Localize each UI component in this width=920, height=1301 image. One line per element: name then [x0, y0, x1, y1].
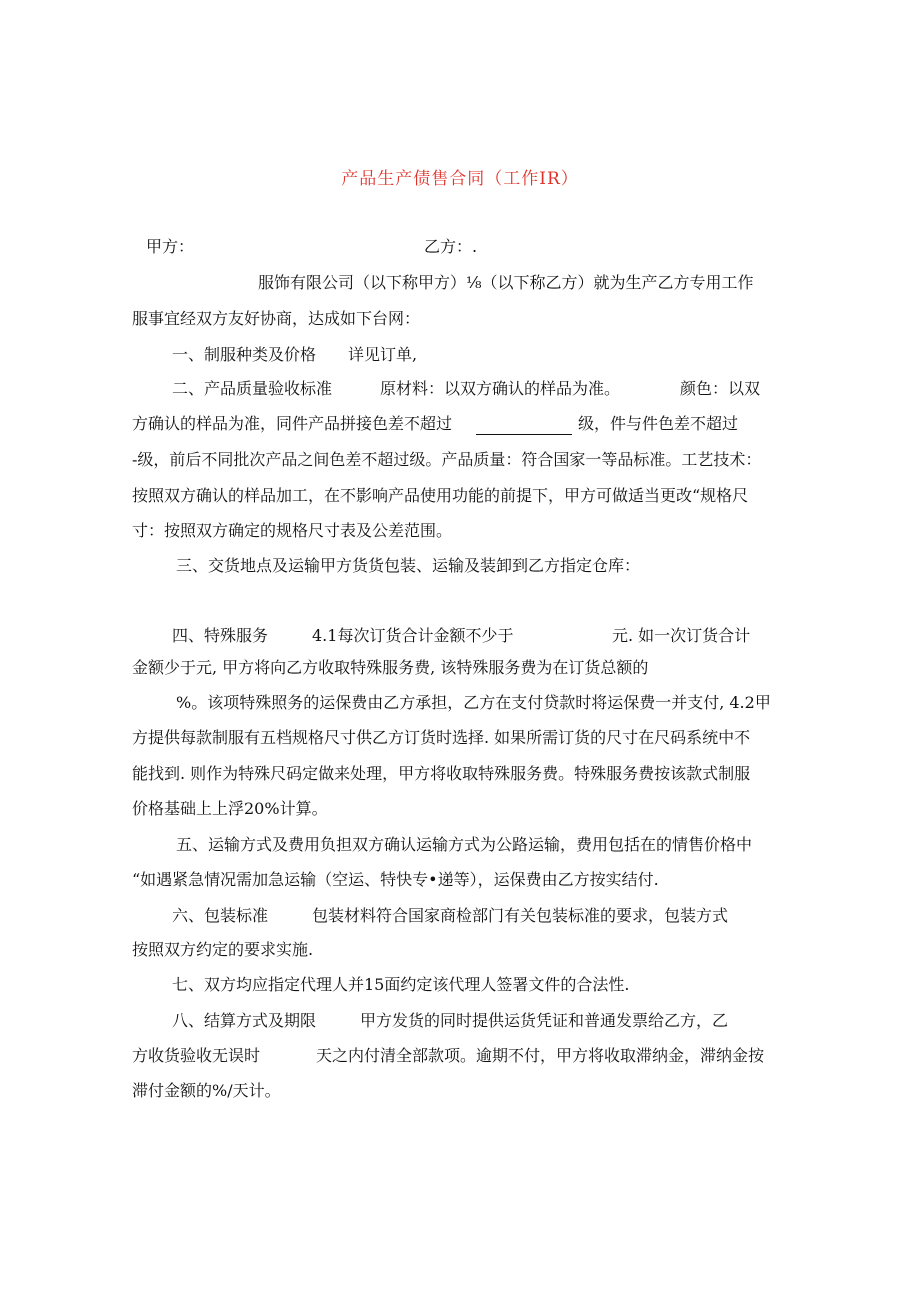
clause-2-line-5: 寸：按照双方确定的规格尺寸表及公差范围。 [132, 521, 453, 540]
blank-field [476, 420, 572, 435]
intro-line-1: 服饰有限公司（以下称甲方）⅛（以下称乙方）就为生产乙方专用工作 [258, 273, 754, 292]
clause-2-material: 原材料：以双方确认的样品为准。 [380, 379, 621, 398]
clause-3: 三、交货地点及运输甲方货货包装、运输及装卸到乙方指定仓库： [176, 556, 641, 575]
intro-line-2: 服事宜经双方友好协商，达成如下台网： [132, 309, 421, 328]
clause-8-line-2a: 方收货验收无误时 [132, 1046, 261, 1065]
clause-2-heading: 二、产品质量验收标准 [172, 379, 333, 398]
clause-2-color: 颜色：以双 [680, 379, 761, 398]
clause-4-heading: 四、特殊服务 [172, 626, 269, 645]
clause-4-line-3: %。该项特殊照务的运保费由乙方承担，乙方在支付贷款时将运保费一并支付, 4.2甲 [176, 693, 771, 712]
clause-5-line-1: 五、运输方式及费用负担双方确认运输方式为公路运输，费用包括在的情售价格中 [176, 835, 753, 854]
clause-8-text: 甲方发货的同时提供运货凭证和普通发票给乙方，乙 [360, 1011, 729, 1030]
clause-2-line-2a: 方确认的样品为准，同件产品拼接色差不超过 [132, 414, 453, 433]
clause-8-line-2b: 天之内付清全部款项。逾期不付，甲方将收取滞纳金，滞纳金按 [316, 1046, 765, 1065]
clause-2-line-3: -级，前后不同批次产品之间色差不超过级。产品质量：符合国家一等品标准。工艺技术： [132, 450, 762, 469]
clause-8-heading: 八、结算方式及期限 [172, 1011, 317, 1030]
clause-2-line-2b: 级，件与件色差不超过 [578, 414, 739, 433]
clause-1-text: 详见订单, [348, 345, 418, 364]
party-b-label: 乙方：. [424, 237, 478, 256]
clause-4-line-1b: 元. 如一次订货合计 [612, 626, 751, 645]
clause-7: 七、双方均应指定代理人并15面约定该代理人签署文件的合法性. [172, 975, 630, 994]
clause-4-line-1a: 4.1每次订货合计金额不少于 [312, 626, 514, 645]
document-title: 产品生产债售合同（工作IR） [341, 169, 579, 189]
clause-4-line-5: 能找到. 则作为特殊尺码定做来处理，甲方将收取特殊服务费。特殊服务费按该款式制服 [132, 764, 751, 783]
clause-6-line-2: 按照双方约定的要求实施. [132, 940, 314, 959]
clause-8-line-3: 滞付金额的%/天计。 [132, 1081, 281, 1100]
clause-6-heading: 六、包装标准 [172, 906, 269, 925]
clause-4-line-4: 方提供每款制服有五档规格尺寸供乙方订货时选择. 如果所需订货的尺寸在尺码系统中不 [132, 728, 751, 747]
clause-2-line-4: 按照双方确认的样品加工，在不影响产品使用功能的前提下，甲方可做适当更改“规格尺 [132, 486, 749, 505]
clause-4-line-6: 价格基础上上浮20%计算。 [132, 799, 328, 818]
clause-6-text: 包装材料符合国家商检部门有关包装标准的要求，包装方式 [312, 906, 729, 925]
clause-4-line-2: 金额少于元, 甲方将向乙方收取特殊服务费, 该特殊服务费为在订货总额的 [132, 658, 649, 677]
clause-5-line-2: “如遇紧急情况需加急运输（空运、特快专•递等），运保费由乙方按实结付. [132, 870, 659, 889]
clause-1-heading: 一、制服种类及价格 [172, 345, 317, 364]
party-a-label: 甲方： [146, 237, 195, 256]
